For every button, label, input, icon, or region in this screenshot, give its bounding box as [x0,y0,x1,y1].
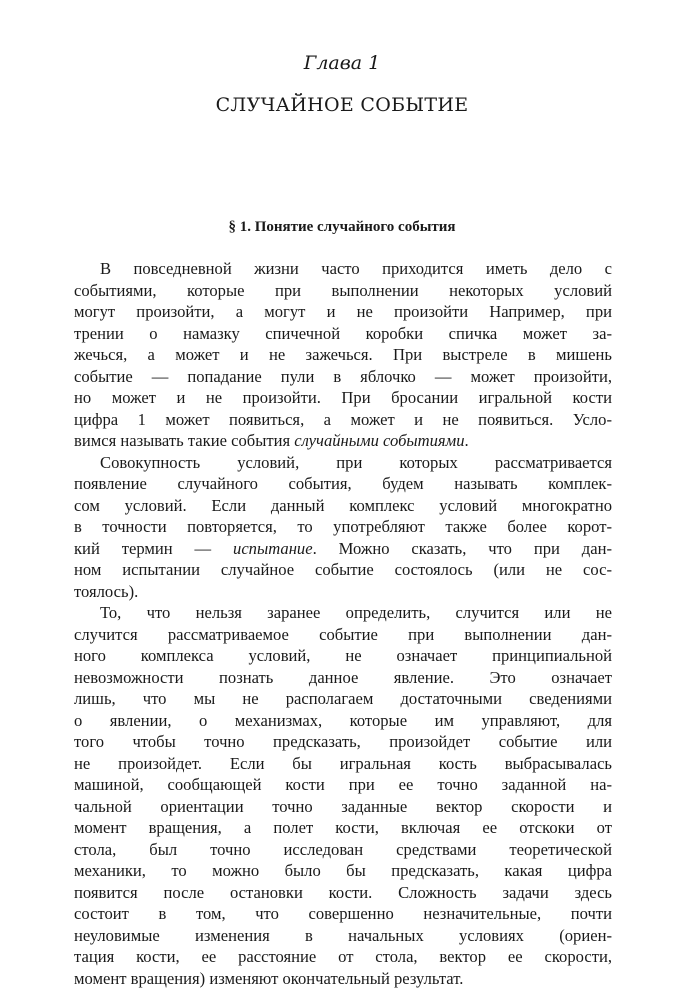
paragraph-1-line: цифра 1 может появиться, а может и не появиться. Усло- [74,409,612,429]
emphasized-term: случайными событиями [294,431,465,450]
paragraph-2-line: ном испытании случайное событие состоялось (или не сос- [74,560,612,579]
paragraph-1-line: событие — попадание пули в яблочко — может произойти, [74,366,612,386]
paragraph-2-line: сом условий. Если данный комплекс условий многократно [74,495,612,515]
section-title: § 1. Понятие случайного события [228,219,456,235]
paragraph-3-line: не произойдет. Если бы игральная кость выбрасывалась [74,753,612,773]
paragraph-3-line: состоит в том, что совершенно незначительные, почти [74,904,612,923]
chapter-title: СЛУЧАЙНОЕ СОБЫТИЕ [215,94,469,116]
paragraph-3-line: То, что нельзя заранее определить, случится или не [100,603,612,622]
paragraph-3-line: машиной, сообщающей кости при ее точно заданной на- [74,775,612,794]
paragraph-1-line: трении о намазку спичечной коробки спичка может за- [74,323,612,343]
emphasized-term: испытание [233,538,313,558]
paragraph-3-line: момент вращения, а полет кости, включая ее отскоки от [74,818,612,837]
paragraph-2-line: Совокупность условий, при которых рассматривается [100,452,612,472]
paragraph-1-line: вимся называть такие события случайными событиями. [74,431,469,450]
paragraph-3-line: невозможности познать данное явление. Это означает [74,667,612,687]
paragraph-3-line: стола, был точно исследован средствами теоретической [74,839,612,859]
paragraph-3-line: тация кости, ее расстояние от стола, вектор ее скорости, [74,947,612,966]
paragraph-3-line: ного комплекса условий, не означает принципиальной [74,646,612,665]
paragraph-1-line: жечься, а может и не зажечься. При выстреле в мишень [74,345,612,364]
paragraph-3-line: лишь, что мы не располагаем достаточными сведениями [74,689,612,708]
paragraph-3-line: механики, то можно было бы предсказать, какая цифра [74,861,612,880]
paragraph-3-line: о явлении, о механизмах, которые им управляют, для [74,710,612,730]
paragraph-1-line: но может и не произойти. При бросании игральной кости [74,388,612,407]
paragraph-3-line: того чтобы точно предсказать, произойдет событие или [74,732,612,751]
paragraph-3-line: случится рассматриваемое событие при выполнении дан- [74,624,612,644]
paragraph-2-line: появление случайного события, будем называть комплек- [74,474,612,493]
chapter-label: Глава 1 [303,52,381,74]
paragraph-3-line: чальной ориентации точно заданные вектор скорости и [74,796,612,816]
paragraph-1-line: событиями, которые при выполнении некоторых условий [74,280,612,300]
paragraph-2-line: тоялось). [74,581,139,601]
paragraph-3-line: неуловимые изменения в начальных условиях (ориен- [74,925,612,945]
paragraph-3-line: момент вращения) изменяют окончательный результат. [74,968,464,988]
paragraph-2-line: кий термин — испытание. Можно сказать, что при дан- [74,538,612,558]
body-text [74,258,612,989]
paragraph-1-line: могут произойти, а могут и не произойти Например, при [74,302,612,321]
paragraph-1-line: В повседневной жизни часто приходится иметь дело с [100,259,612,278]
paragraph-2-line: в точности повторяется, то употребляют также более корот- [74,517,612,536]
paragraph-3-line: появится после остановки кости. Сложность задачи здесь [74,882,612,902]
